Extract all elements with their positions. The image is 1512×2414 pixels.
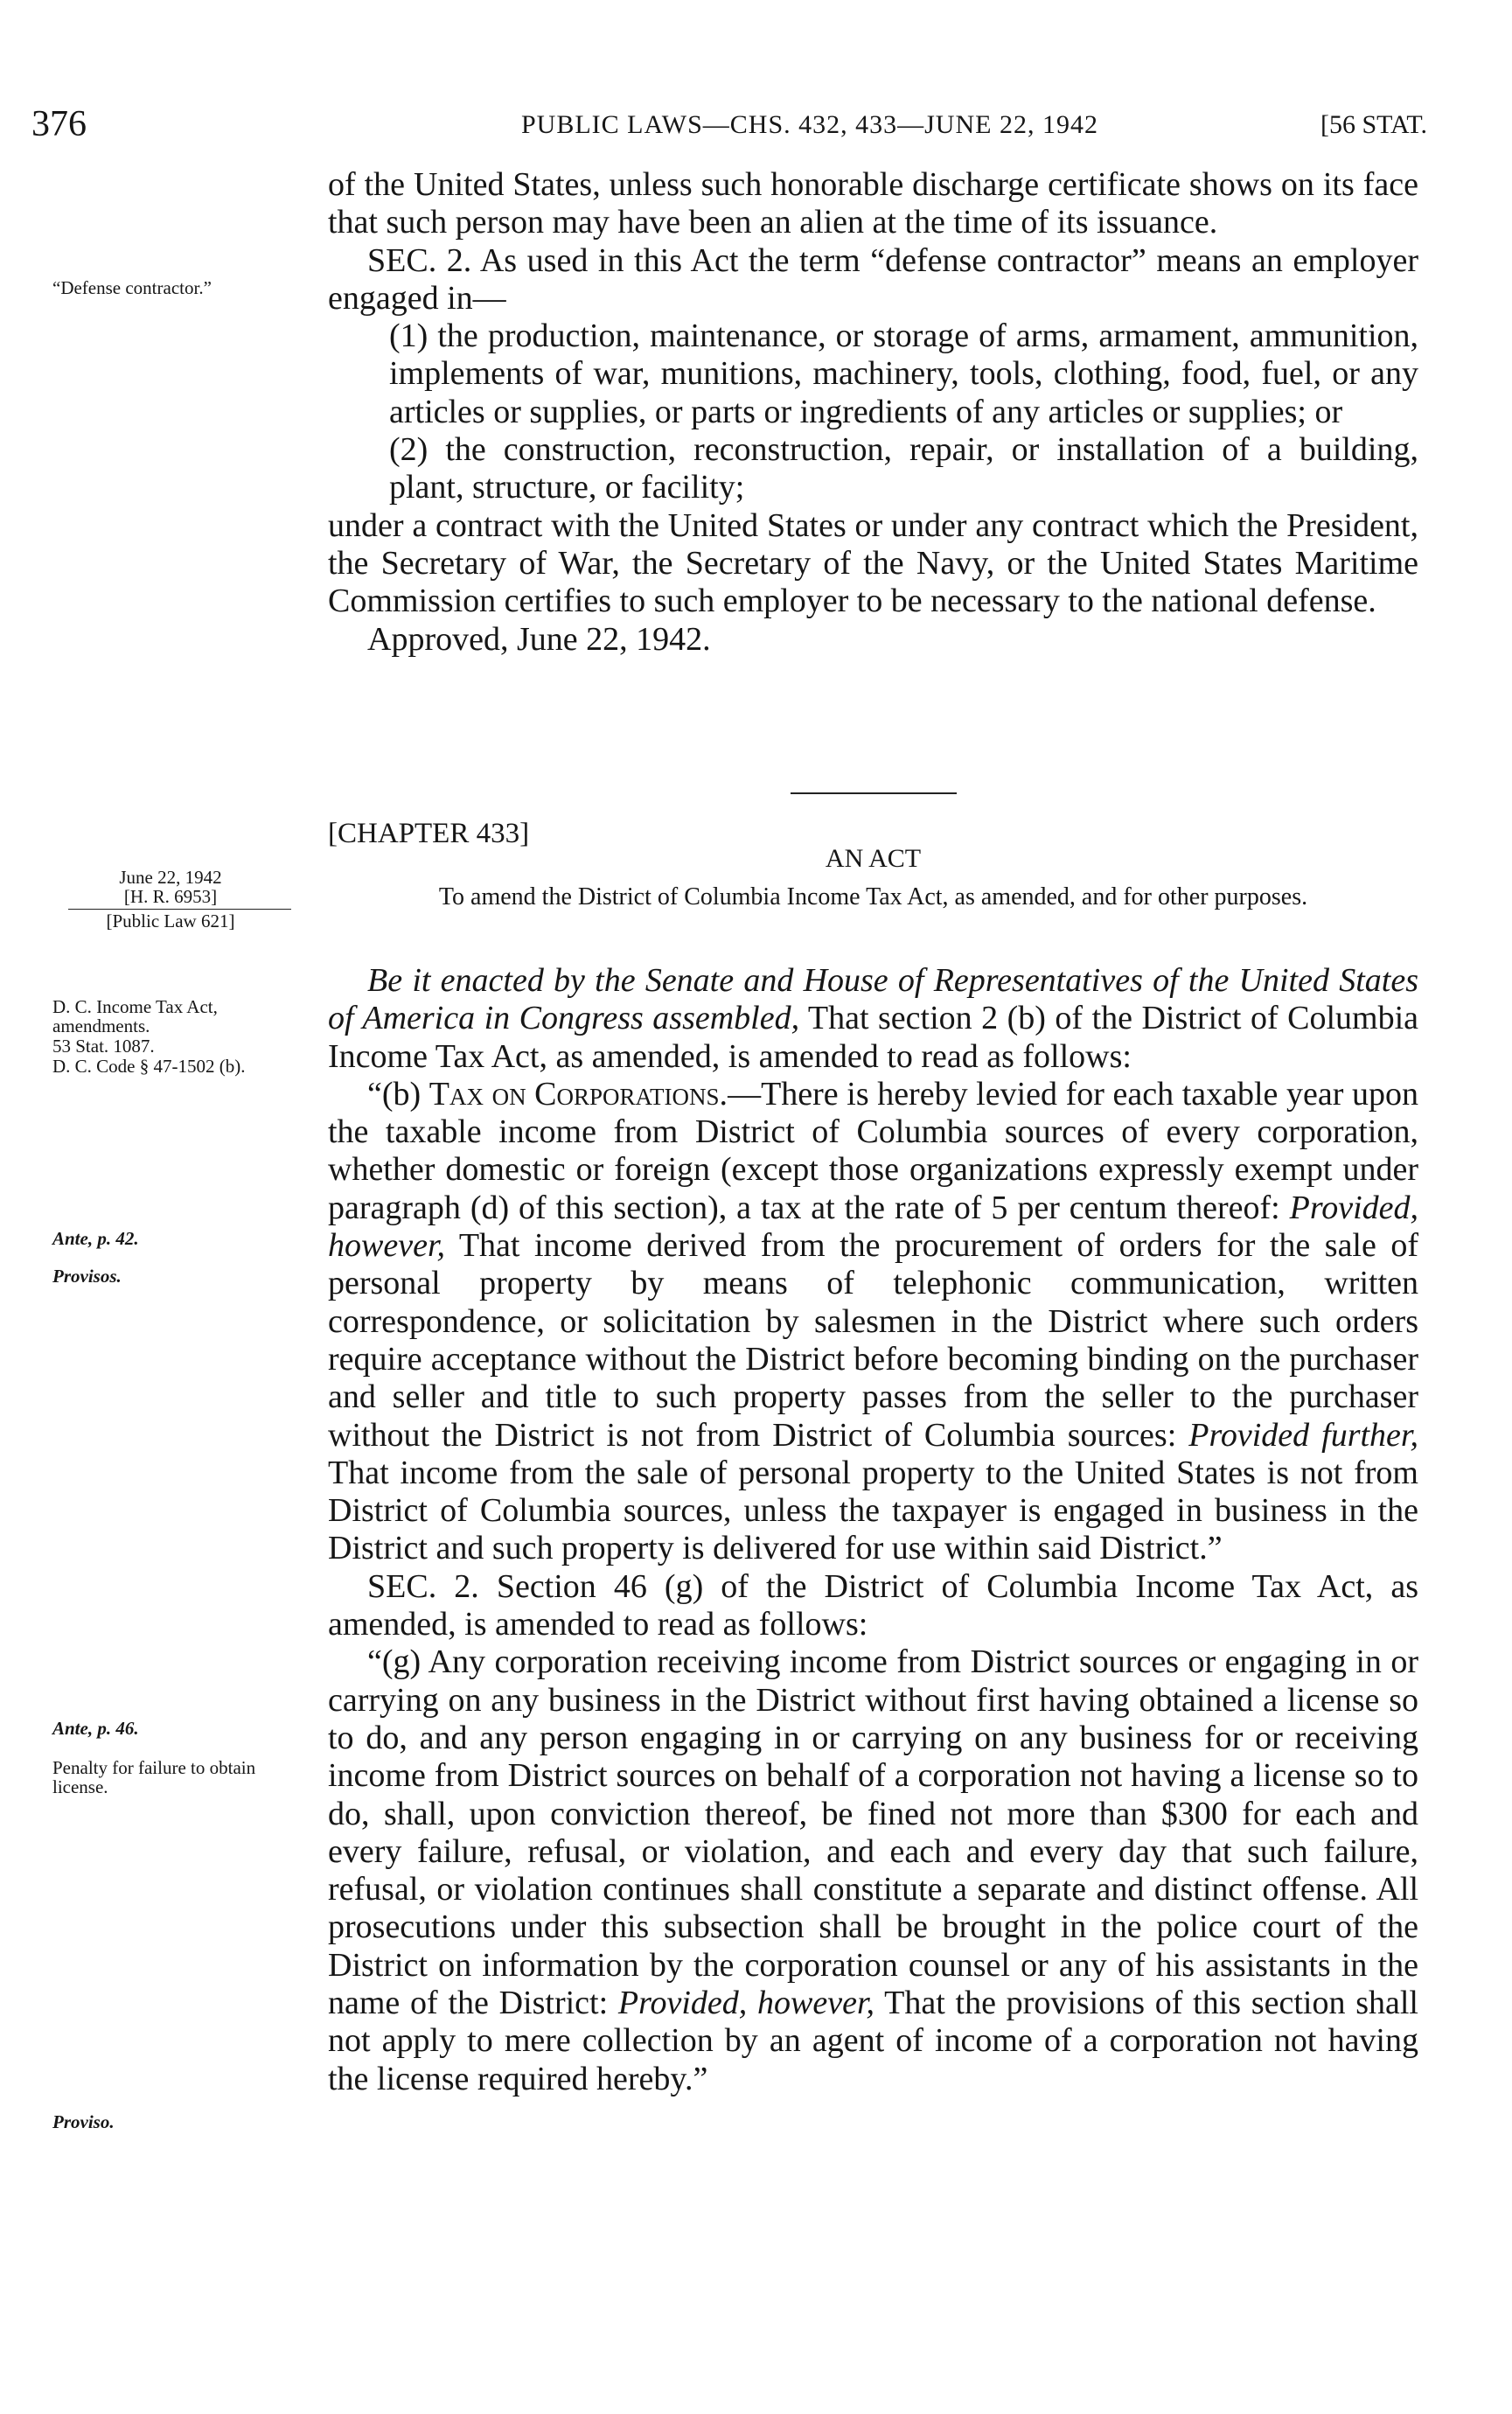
enacting-clause: [328, 962, 1418, 1076]
proviso-2: Provided further,: [1188, 1416, 1418, 1454]
subsection-b: [328, 1076, 1418, 1568]
page-header: [31, 103, 1427, 143]
margin-note-date: June 22, 1942: [119, 867, 222, 888]
continuation-paragraph: of the United States, unless such honorable discharge certificate shows on its face that such person may have been an alien at the time of its issuance.: [328, 166, 1418, 241]
margin-note-defense-contractor: “Defense contractor.”: [52, 277, 212, 298]
margin-note-public-law: [Public Law 621]: [106, 910, 235, 931]
section-divider: [791, 792, 957, 794]
subsection-g-text-2: That the provisions of this section shall not apply to mere collection by an agent of income of a corporation not having the license required hereby.”: [328, 1985, 1418, 2097]
sec2-definition: SEC. 2. As used in this Act the term “defense contractor” means an employer engaged in—: [328, 241, 1418, 317]
closing-clause: under a contract with the United States or under any contract which the President, the Secretary of War, the Secretary of the Navy, or the United States Maritime Commission certifies to such employer to be necessary to the national defense.: [328, 506, 1418, 620]
margin-note-provisos: [52, 1266, 293, 1286]
subsection-b-lead: “(b): [367, 1075, 429, 1113]
ante-42-text: Ante, p. 42.: [52, 1228, 139, 1249]
subsection-b-text-1: —There is hereby levied for each taxable year upon the taxable income from District of Columbia sources of every corporation, whether domestic or foreign (except those organizations expressly exempt under paragraph (d) of this section), a tax at the rate of 5 per centum thereof:: [328, 1075, 1418, 1226]
act-title: To amend the District of Columbia Income Tax Act, as amended, and for other purposes.: [438, 883, 1308, 910]
chapter-label: [CHAPTER 433]: [328, 818, 530, 849]
proviso-text: Proviso.: [52, 2111, 115, 2132]
margin-note-proviso: [52, 2112, 293, 2131]
enacting-text: That section 2 (b) of the District of Columbia Income Tax Act, as amended, is amended to read as follows:: [328, 1000, 1418, 1075]
margin-rule: [68, 909, 291, 910]
enacting-formula: Be it enacted by the Senate and House of Representatives of the United States of America in Congress assembled,: [328, 962, 1418, 1037]
approval-date: Approved, June 22, 1942.: [367, 620, 711, 658]
margin-note-dc-income-tax: D. C. Income Tax Act, amendments.: [52, 996, 218, 1036]
chapter-433-body: [328, 962, 1418, 2098]
act-heading: AN ACT: [825, 844, 922, 873]
margin-note-ante-42: [52, 1229, 293, 1248]
section-2: SEC. 2. Section 46 (g) of the District of Columbia Income Tax Act, as amended, is amended to read as follows:: [328, 1567, 1418, 1643]
proviso-1: Provided, however,: [328, 1189, 1418, 1265]
page-number: 376: [31, 104, 87, 144]
subsection-b-heading: Tax on Corporations.: [429, 1075, 728, 1113]
definition-item-1: (1) the production, maintenance, or storage of arms, armament, ammunition, implements of war, munitions, machinery, tools, clothing, food, fuel, or any articles or supplies, or parts or ingredients of any articles or supplies; or: [389, 317, 1418, 430]
ante-46-text: Ante, p. 46.: [52, 1718, 139, 1739]
margin-note-stat-ref: 53 Stat. 1087.: [52, 1036, 155, 1057]
margin-note-penalty: Penalty for failure to obtain license.: [52, 1757, 256, 1797]
margin-note-code-ref: D. C. Code § 47-1502 (b).: [52, 1056, 246, 1077]
volume-reference: [56 STAT.: [1320, 110, 1427, 139]
subsection-b-text-3: That income from the sale of personal property to the United States is not from District of Columbia sources, unless the taxpayer is engaged in business in the District and such property is delivered for use within said District.”: [328, 1454, 1418, 1567]
subsection-b-text-2: That income derived from the procurement of orders for the sale of personal property by means of telephonic communication, written correspondence, or solicitation by salesmen in the District where such orders require acceptance without the District before becoming binding on the purchaser and seller and title to such property passes from the seller to the purchaser without the District is not from District of Columbia sources:: [328, 1227, 1418, 1454]
subsection-g-text-1: “(g) Any corporation receiving income from District sources or engaging in or carrying on any business in the District without first having obtained a license so to do, and any person engaging in or carrying on any business for or receiving income from District sources on behalf of a corporation not having a license so to do, shall, upon conviction thereof, be fined not more than $300 for each and every failure, refusal, or violation, and each and every day that such failure, refusal, or violation continues shall constitute a separate and distinct offense. All prosecutions under this subsection shall be brought in the police court of the District on information by the corporation counsel or any of his assistants in the name of the District:: [328, 1643, 1418, 2022]
proviso-3: Provided, however,: [617, 1985, 875, 2022]
chapter-432-end: [328, 166, 1418, 659]
margin-note-bill: [H. R. 6953]: [123, 886, 218, 907]
margin-note-ante-46: [52, 1719, 293, 1738]
provisos-text: Provisos.: [52, 1266, 122, 1287]
definition-item-2: (2) the construction, reconstruction, repair, or installation of a building, plant, structure, or facility;: [389, 431, 1418, 506]
running-head: PUBLIC LAWS—CHS. 432, 433—JUNE 22, 1942: [521, 110, 1098, 139]
subsection-g: [328, 1643, 1418, 2098]
